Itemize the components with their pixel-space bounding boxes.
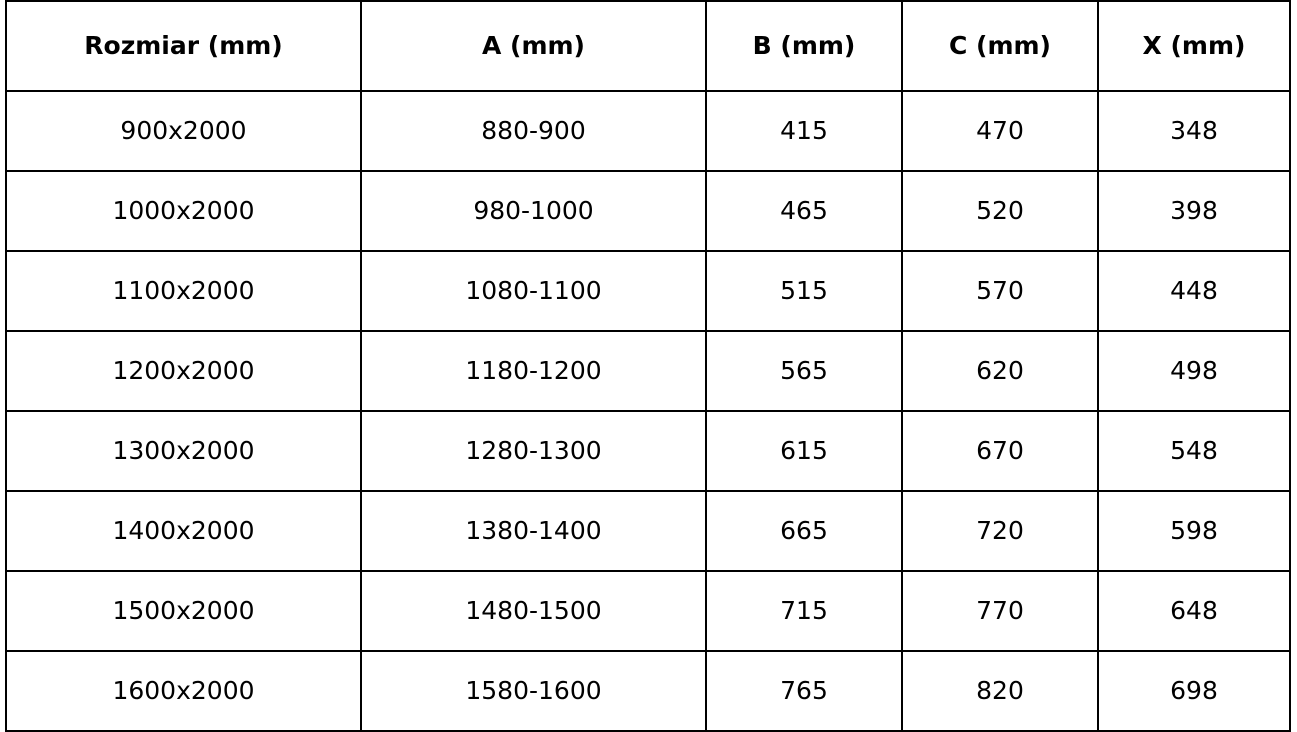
cell-c: 670: [902, 411, 1098, 491]
cell-b: 515: [706, 251, 902, 331]
cell-size: 1200x2000: [6, 331, 361, 411]
table-body: [6, 91, 1290, 731]
cell-a: 1180-1200: [361, 331, 706, 411]
cell-c: 620: [902, 331, 1098, 411]
cell-a: 1580-1600: [361, 651, 706, 731]
cell-size: 1500x2000: [6, 571, 361, 651]
cell-a: 1080-1100: [361, 251, 706, 331]
column-header-size: Rozmiar (mm): [6, 1, 361, 91]
cell-x: 448: [1098, 251, 1290, 331]
table-row: [6, 571, 1290, 651]
column-header-b: B (mm): [706, 1, 902, 91]
cell-size: 1300x2000: [6, 411, 361, 491]
table-row: [6, 411, 1290, 491]
cell-a: 1380-1400: [361, 491, 706, 571]
cell-b: 465: [706, 171, 902, 251]
table-row: [6, 251, 1290, 331]
cell-size: 1100x2000: [6, 251, 361, 331]
cell-size: 1000x2000: [6, 171, 361, 251]
cell-b: 565: [706, 331, 902, 411]
cell-c: 770: [902, 571, 1098, 651]
cell-c: 520: [902, 171, 1098, 251]
column-header-a: A (mm): [361, 1, 706, 91]
table-header: [6, 1, 1290, 91]
cell-x: 348: [1098, 91, 1290, 171]
table-row: [6, 91, 1290, 171]
cell-size: 1600x2000: [6, 651, 361, 731]
table-row: [6, 651, 1290, 731]
cell-c: 470: [902, 91, 1098, 171]
column-header-c: C (mm): [902, 1, 1098, 91]
cell-x: 698: [1098, 651, 1290, 731]
cell-x: 498: [1098, 331, 1290, 411]
cell-c: 570: [902, 251, 1098, 331]
cell-x: 548: [1098, 411, 1290, 491]
column-header-x: X (mm): [1098, 1, 1290, 91]
table-row: [6, 171, 1290, 251]
table-row: [6, 491, 1290, 571]
cell-x: 598: [1098, 491, 1290, 571]
cell-a: 1480-1500: [361, 571, 706, 651]
dimensions-table: [5, 0, 1291, 732]
cell-a: 1280-1300: [361, 411, 706, 491]
cell-a: 980-1000: [361, 171, 706, 251]
cell-b: 715: [706, 571, 902, 651]
cell-c: 720: [902, 491, 1098, 571]
cell-x: 648: [1098, 571, 1290, 651]
cell-x: 398: [1098, 171, 1290, 251]
table-row: [6, 331, 1290, 411]
cell-b: 765: [706, 651, 902, 731]
cell-a: 880-900: [361, 91, 706, 171]
cell-b: 665: [706, 491, 902, 571]
table-header-row: [6, 1, 1290, 91]
cell-c: 820: [902, 651, 1098, 731]
cell-size: 900x2000: [6, 91, 361, 171]
cell-size: 1400x2000: [6, 491, 361, 571]
cell-b: 615: [706, 411, 902, 491]
cell-b: 415: [706, 91, 902, 171]
